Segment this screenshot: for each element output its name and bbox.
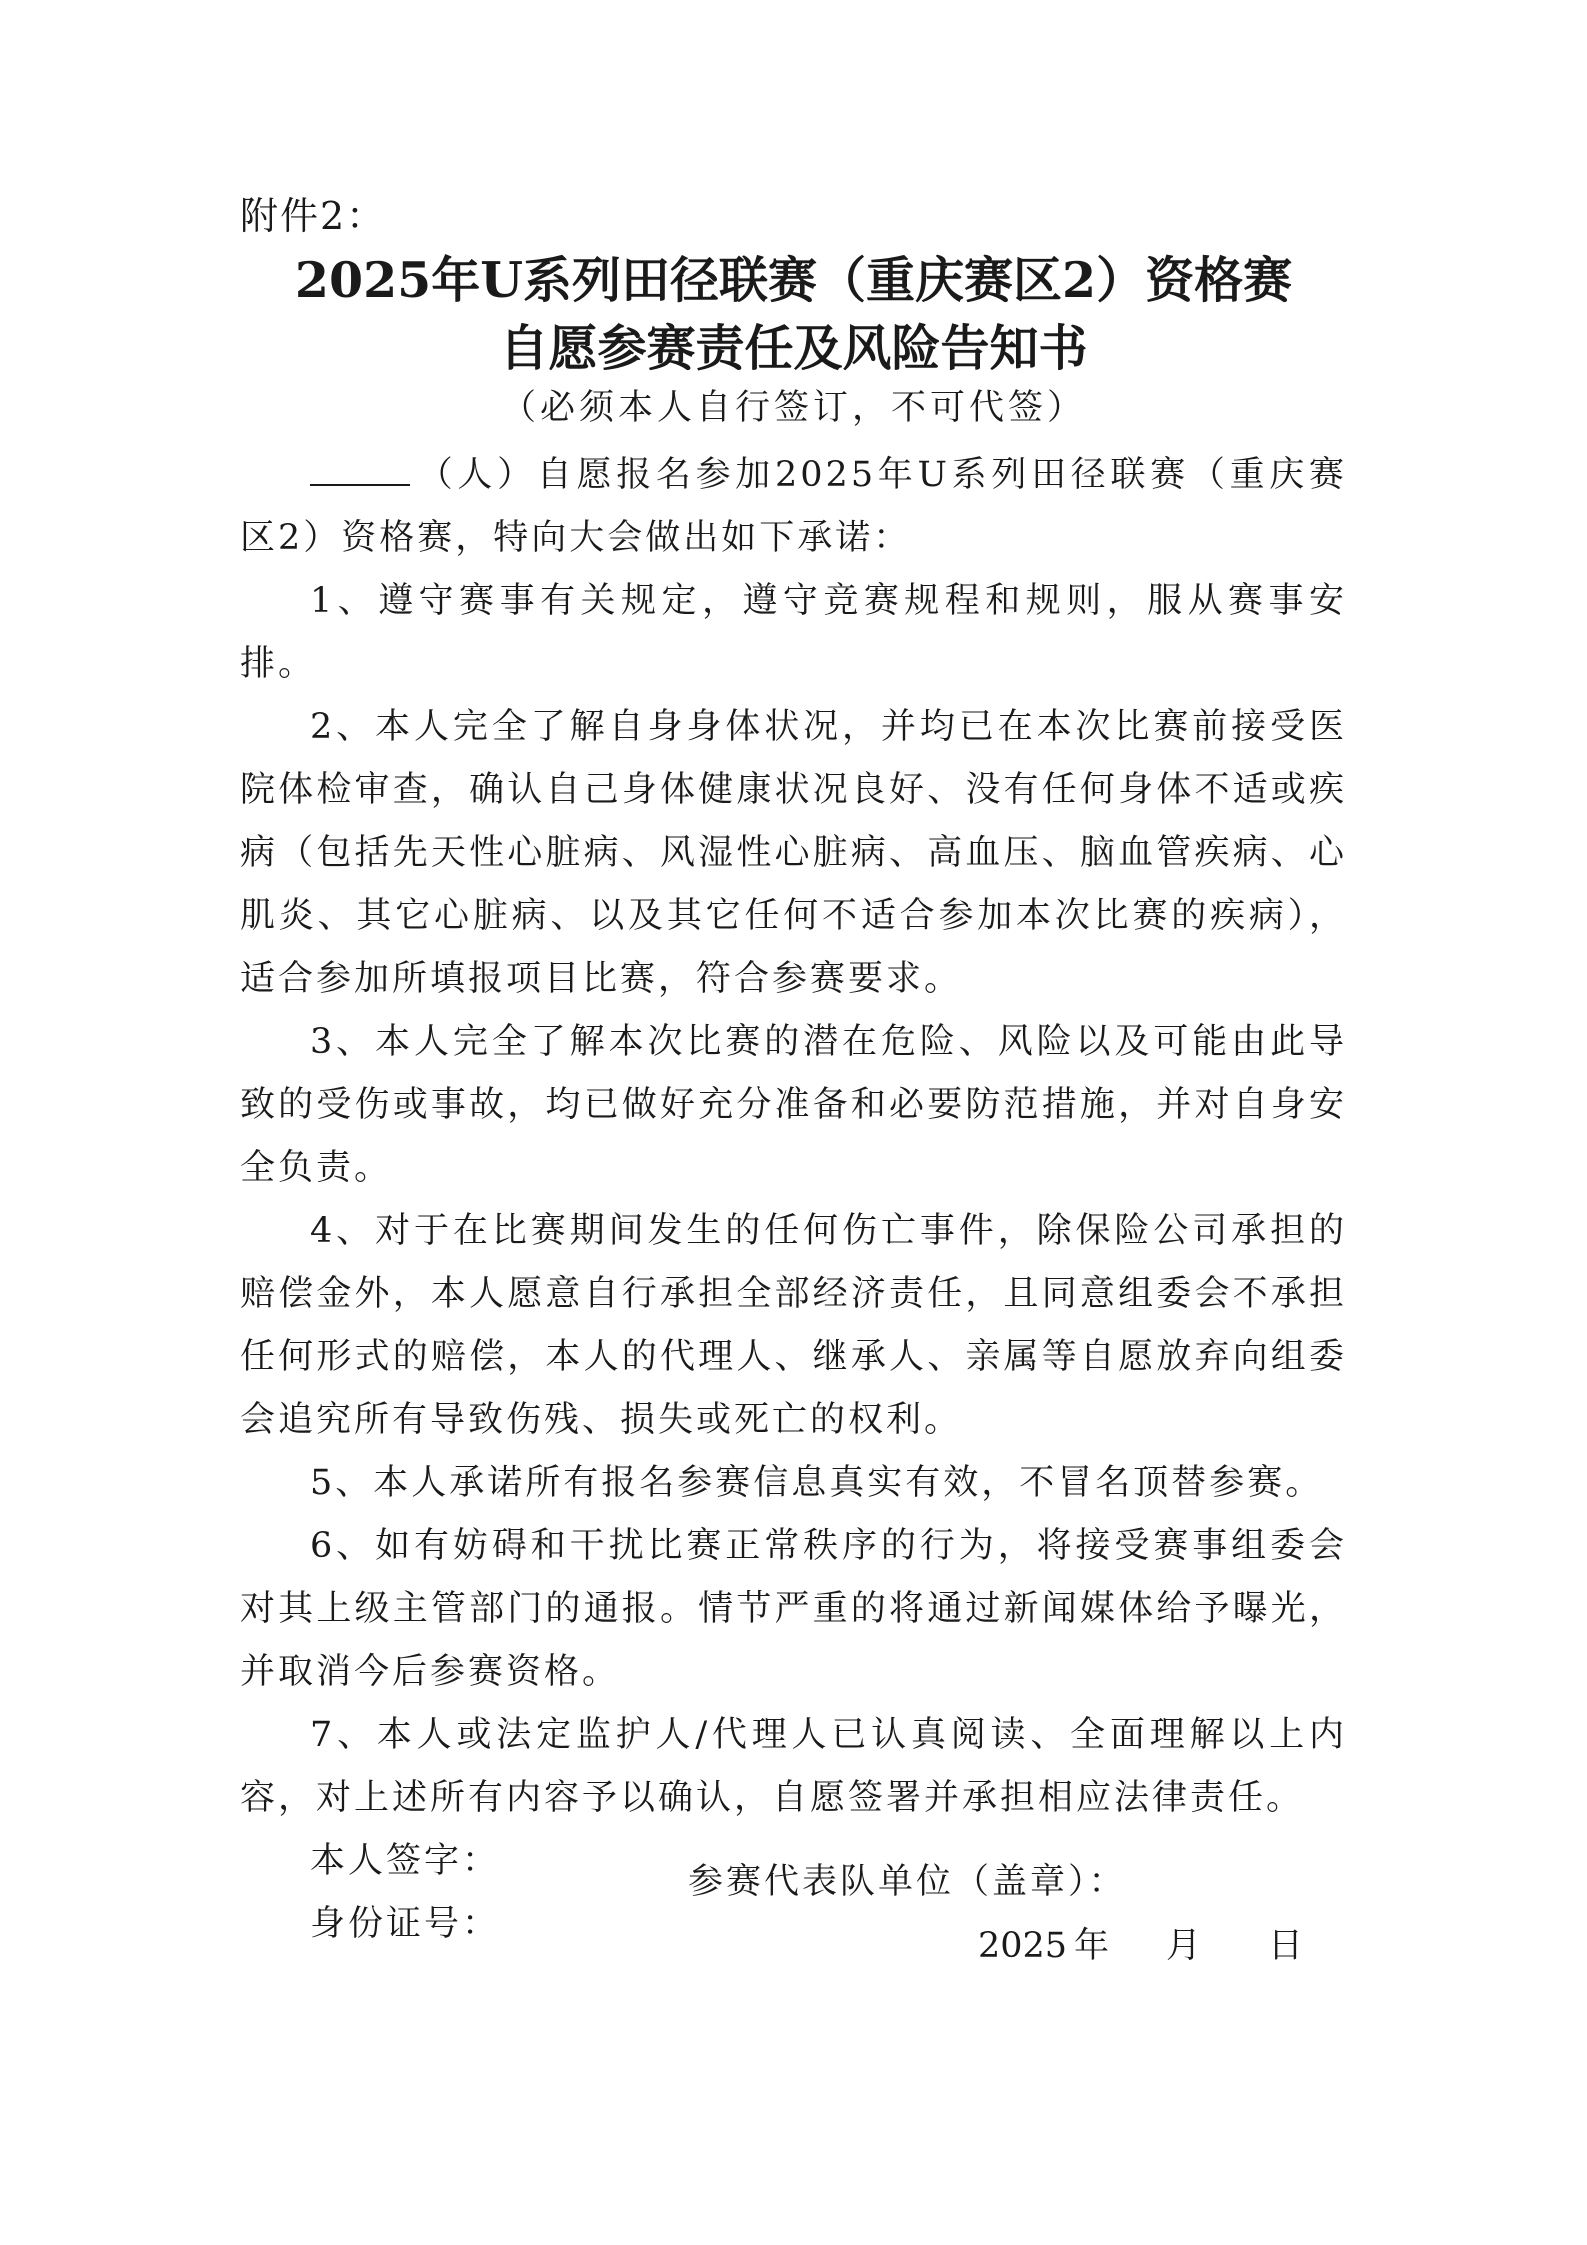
date-year-unit: 年: [1074, 1926, 1110, 1966]
commitment-item-3: 3、本人完全了解本次比赛的潜在危险、风险以及可能由此导致的受伤或事故，均已做好充分准备和必要防范措施，并对自身安全负责。: [240, 1022, 1347, 1188]
participant-name-blank[interactable]: [310, 454, 410, 486]
date-day-unit: 日: [1268, 1926, 1304, 1966]
signature-label: 本人签字：: [310, 1841, 501, 1881]
intro-paragraph: [240, 444, 1347, 570]
commitment-item-5: 5、本人承诺所有报名参赛信息真实有效，不冒名顶替参赛。: [310, 1463, 1324, 1503]
date-line: [978, 1920, 1303, 1972]
date-month-unit: 月: [1166, 1926, 1202, 1966]
commitment-item-2: 2、本人完全了解自身身体状况，并均已在本次比赛前接受医院体检审查，确认自己身体健康状况良好、没有任何身体不适或疾病（包括先天性心脏病、风湿性心脏病、高血压、脑血管疾病、心肌炎、其它心脏病、以及其它任何不适合参加本次比赛的疾病），适合参加所填报项目比赛，符合参赛要求。: [240, 707, 1347, 999]
commitment-item-1: 1、遵守赛事有关规定，遵守竞赛规程和规则，服从赛事安排。: [240, 581, 1347, 684]
signing-note: （必须本人自行签订，不可代签）: [500, 388, 1086, 428]
document-subtitle-heading: 自愿参赛责任及风险告知书: [499, 319, 1088, 377]
document-body: [240, 444, 1347, 1956]
intro-text: （人）自愿报名参加2025年U系列田径联赛（重庆赛区2）资格赛，特向大会做出如下承诺：: [240, 455, 1347, 558]
commitment-item-4: 4、对于在比赛期间发生的任何伤亡事件，除保险公司承担的赔偿金外，本人愿意自行承担全部经济责任，且同意组委会不承担任何形式的赔偿，本人的代理人、继承人、亲属等自愿放弃向组委会追究所有导致伤残、损失或死亡的权利。: [240, 1211, 1347, 1440]
date-year: 2025: [978, 1926, 1068, 1966]
attachment-label: 附件2：: [240, 194, 387, 238]
id-number-label: 身份证号：: [310, 1904, 501, 1944]
document-title: 2025年U系列田径联赛（重庆赛区2）资格赛: [294, 251, 1293, 309]
team-stamp-label: 参赛代表队单位（盖章）：: [688, 1862, 1127, 1902]
commitment-item-7: 7、本人或法定监护人/代理人已认真阅读、全面理解以上内容，对上述所有内容予以确认，自愿签署并承担相应法律责任。: [240, 1715, 1347, 1818]
commitment-item-6: 6、如有妨碍和干扰比赛正常秩序的行为，将接受赛事组委会对其上级主管部门的通报。情节严重的将通过新闻媒体给予曝光，并取消今后参赛资格。: [240, 1526, 1347, 1692]
